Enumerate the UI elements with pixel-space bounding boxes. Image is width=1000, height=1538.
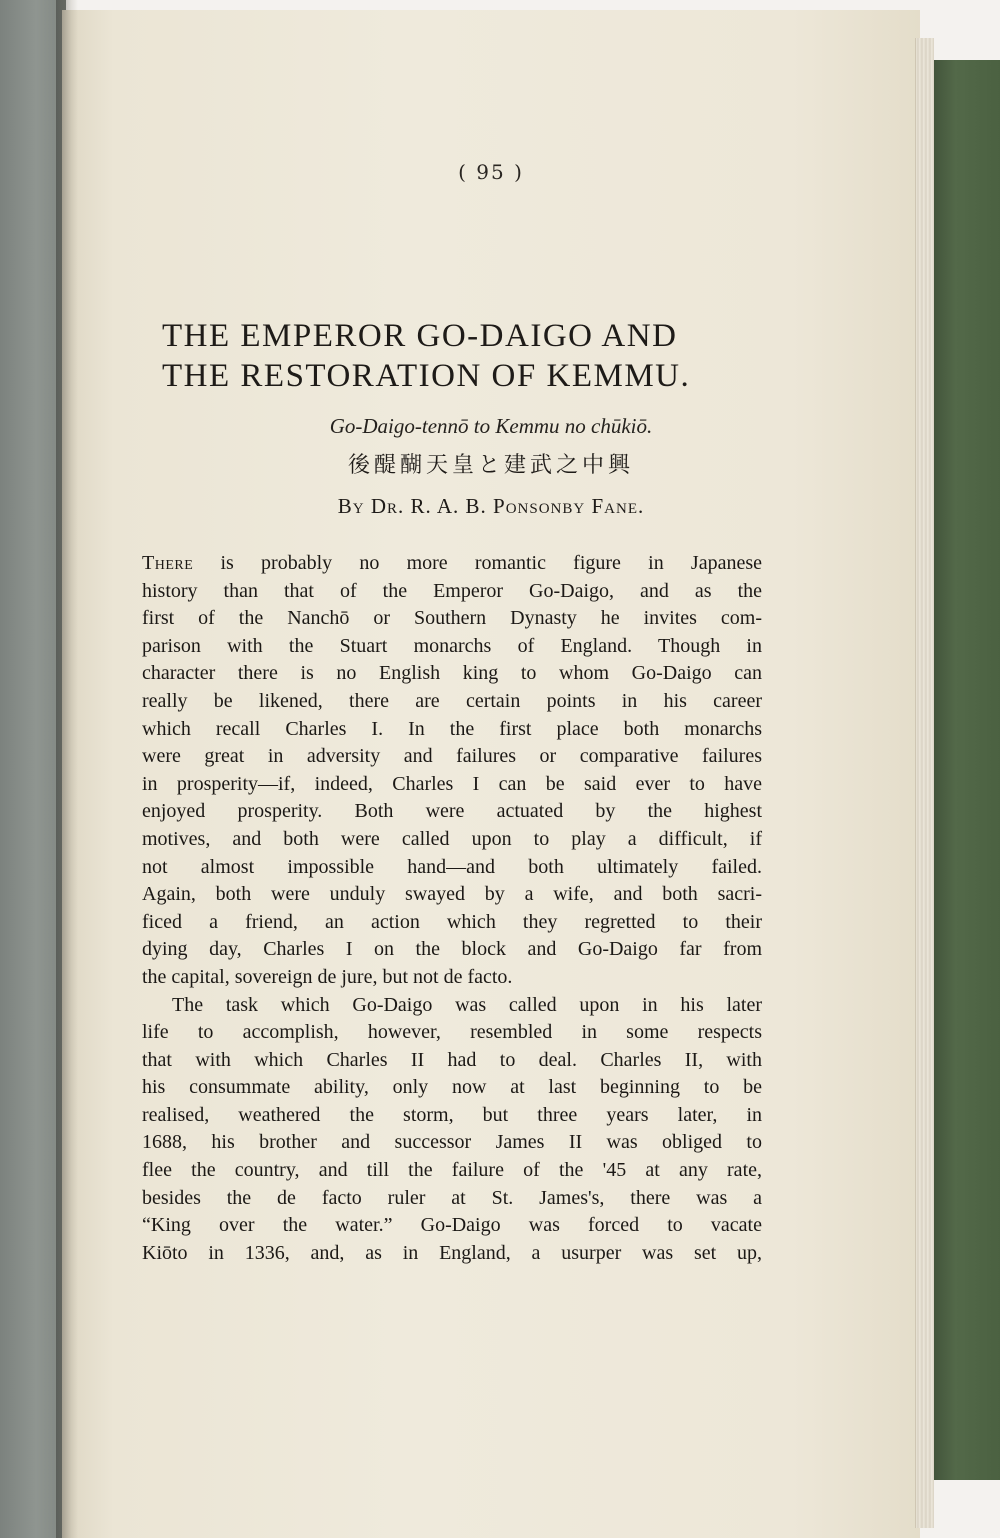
title-line-1: THE EMPEROR GO-DAIGO AND xyxy=(162,318,678,354)
text-line: Kiōto in 1336, and, as in England, a usurper was set up, xyxy=(142,1241,762,1264)
text-line: his consummate ability, only now at last beginning to be xyxy=(142,1076,762,1099)
text-line: character there is no English king to whom Go-Daigo can xyxy=(142,662,762,685)
text-line: Again, both were unduly swayed by a wife, and both sacri- xyxy=(142,883,762,906)
text-line: flee the country, and till the failure of the '45 at any rate, xyxy=(142,1159,762,1182)
page-edges xyxy=(915,38,934,1528)
text-line: parison with the Stuart monarchs of England. Though in xyxy=(142,634,762,657)
text-line: dying day, Charles I on the block and Go-Daigo far from xyxy=(142,938,762,961)
romanized-subtitle: Go-Daigo-tennō to Kemmu no chūkiō. xyxy=(329,414,653,438)
article-title xyxy=(162,316,842,396)
japanese-title: 後醍醐天皇と建武之中興 xyxy=(347,453,634,478)
text-line: not almost impossible hand—and both ultimately failed. xyxy=(142,855,762,878)
gutter-shadow xyxy=(56,0,78,1538)
author-byline: By Dr. R. A. B. Ponsonby Fane. xyxy=(337,494,645,518)
paragraph-1 xyxy=(142,550,762,992)
article-body xyxy=(142,550,762,1267)
text-line: first of the Nanchō or Southern Dynasty he invites com- xyxy=(142,607,762,630)
text-line: history than that of the Emperor Go-Daigo, and as the xyxy=(142,579,762,602)
text-line: 1688, his brother and successor James II was obliged to xyxy=(142,1131,762,1154)
text-line: “King over the water.” Go-Daigo was forced to vacate xyxy=(142,1214,762,1237)
text-line: ficed a friend, an action which they regretted to their xyxy=(142,910,762,933)
text-line: life to accomplish, however, resembled in some respects xyxy=(142,1021,762,1044)
lead-word: There xyxy=(142,552,194,574)
text-line: realised, weathered the storm, but three years later, in xyxy=(142,1103,762,1126)
text-line: The task which Go-Daigo was called upon in his later xyxy=(172,993,762,1016)
page-number: ( 95 ) xyxy=(458,160,524,184)
text-line: the capital, sovereign de jure, but not de facto. xyxy=(142,965,513,988)
book-cover-right xyxy=(924,60,1000,1480)
title-line-2: THE RESTORATION OF KEMMU. xyxy=(162,358,691,394)
text-line: really be likened, there are certain points in his career xyxy=(142,689,762,712)
text-line: were great in adversity and failures or comparative failures xyxy=(142,745,762,768)
text-line: enjoyed prosperity. Both were actuated by the highest xyxy=(142,800,762,823)
text-line: that with which Charles II had to deal. Charles II, with xyxy=(142,1048,762,1071)
text-line: There is probably no more romantic figure in Japanese xyxy=(142,552,762,574)
text-line: besides the de facto ruler at St. James's, there was a xyxy=(142,1186,762,1209)
text-line: in prosperity—if, indeed, Charles I can be said ever to have xyxy=(142,772,762,795)
book-page xyxy=(62,10,920,1538)
text-line: which recall Charles I. In the first place both monarchs xyxy=(142,717,762,740)
text-line: motives, and both were called upon to play a difficult, if xyxy=(142,827,762,850)
paragraph-2 xyxy=(142,992,762,1268)
